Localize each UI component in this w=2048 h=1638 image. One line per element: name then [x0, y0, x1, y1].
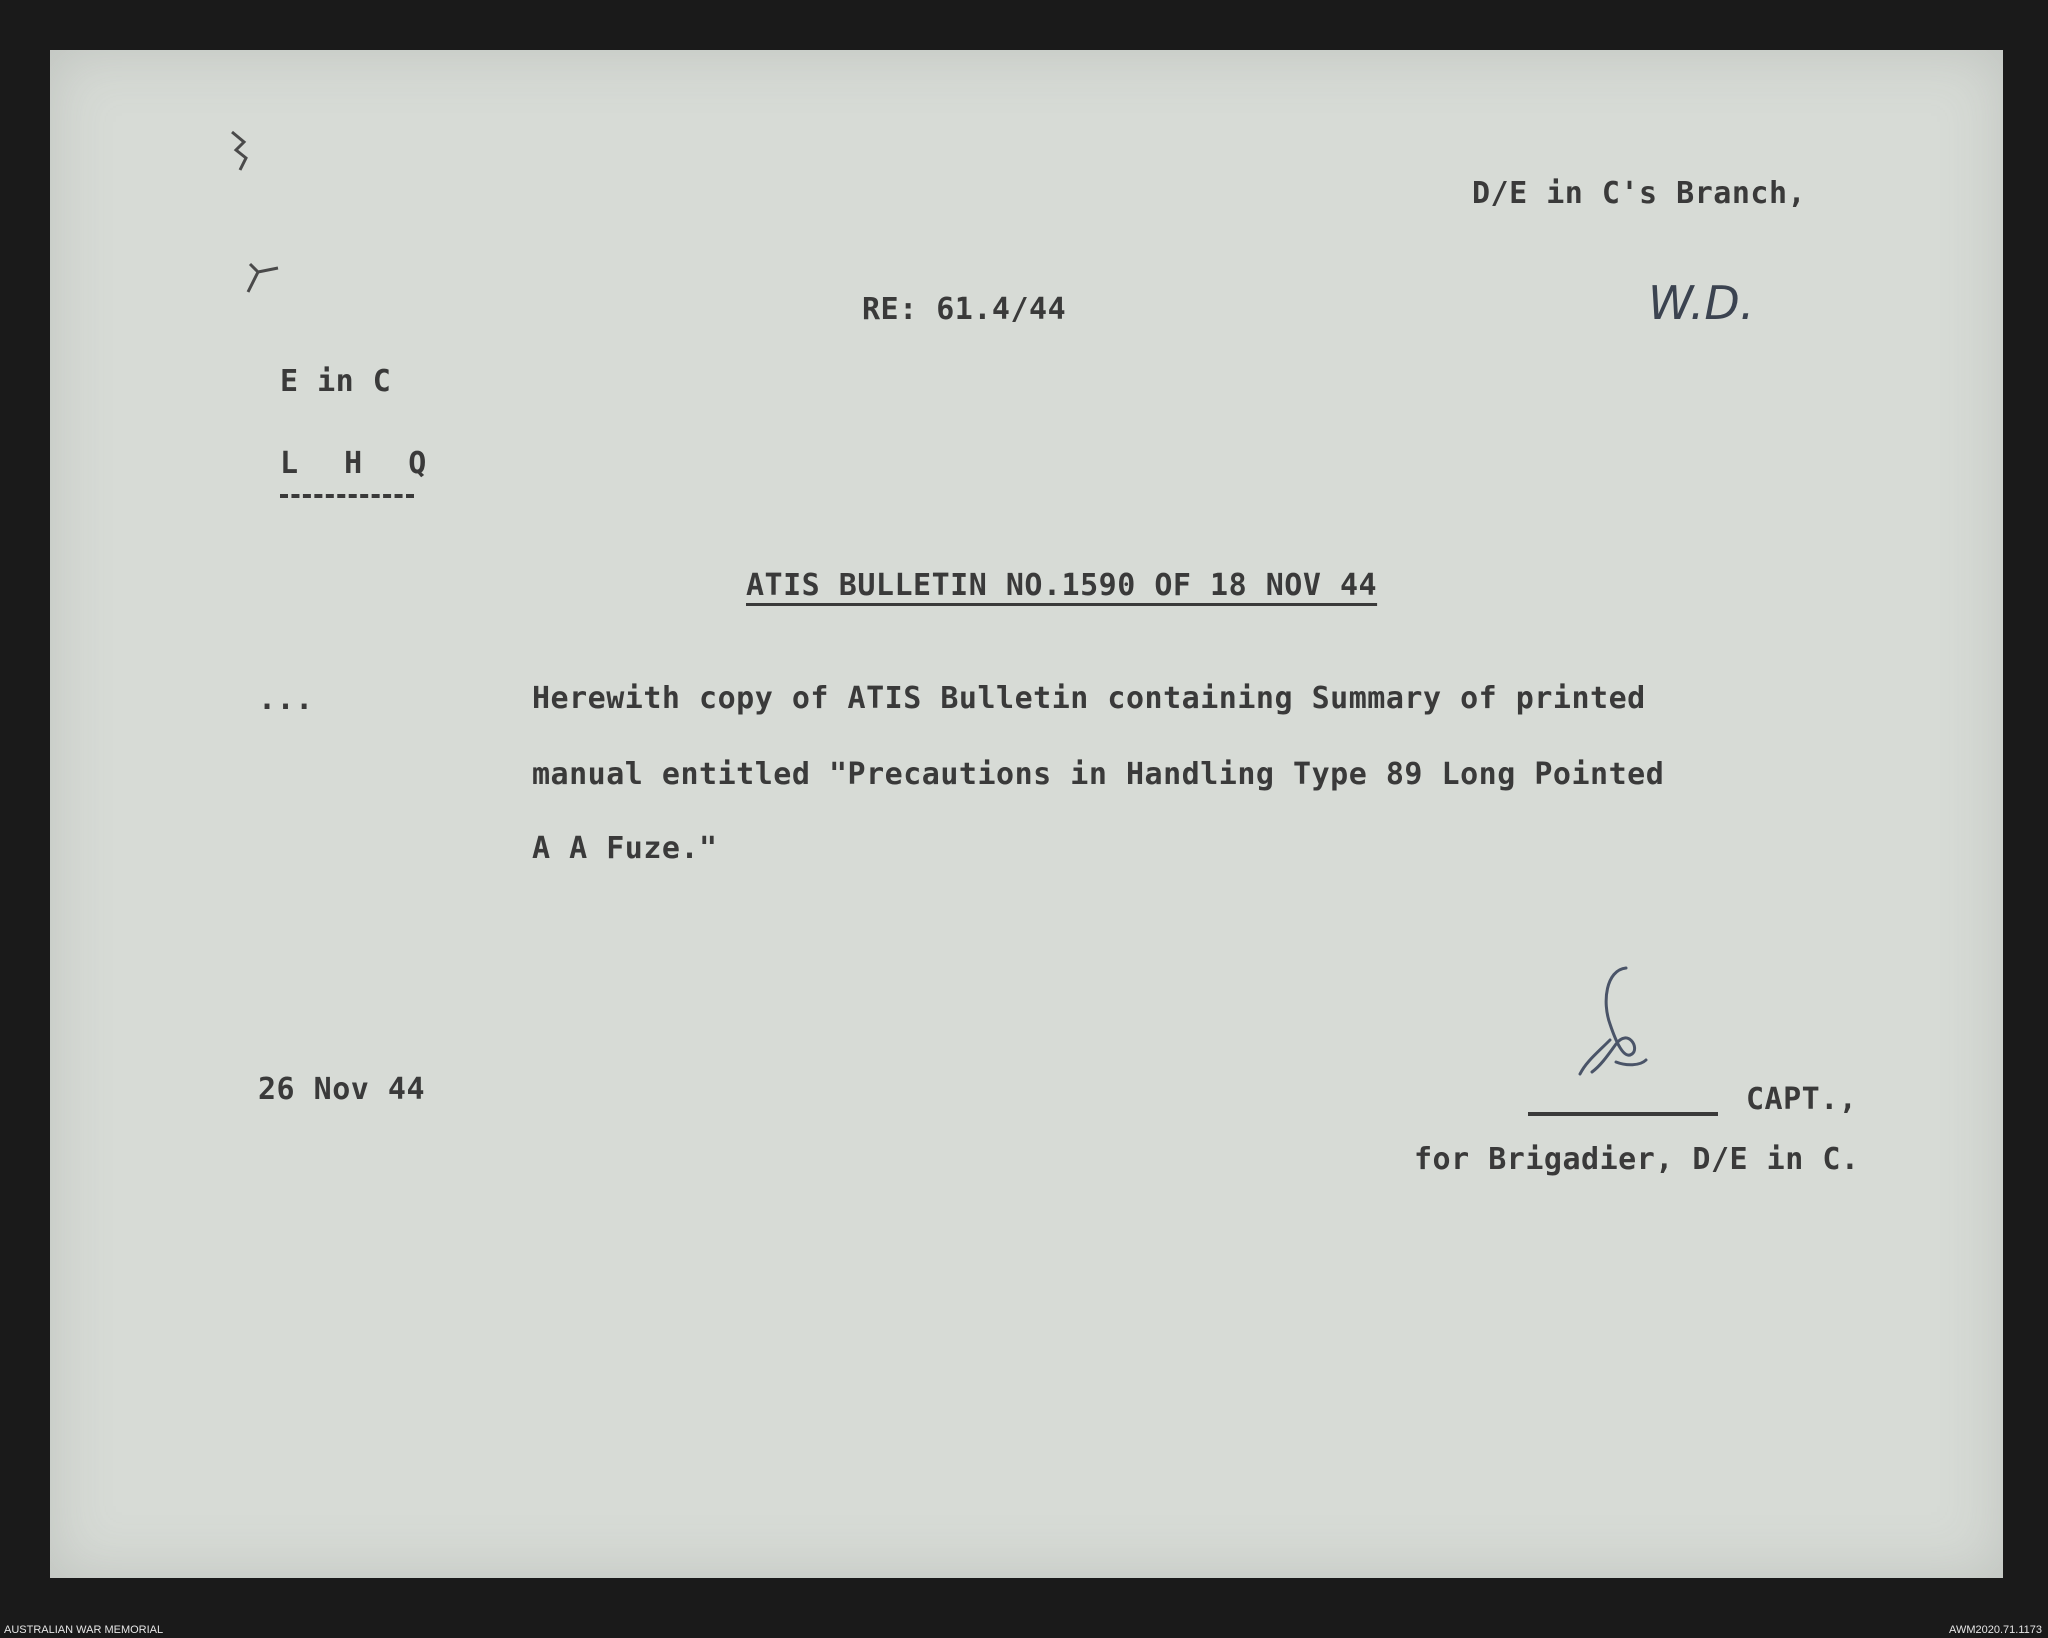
- addressee-line-1: E in C: [280, 364, 392, 399]
- body-marker: ...: [258, 682, 314, 717]
- addressee-underline: [280, 494, 414, 498]
- document-date: 26 Nov 44: [258, 1072, 426, 1107]
- signatory-for-line: for Brigadier, D/E in C.: [1414, 1142, 1860, 1177]
- signature-scribble: [1566, 962, 1676, 1092]
- handwritten-initials: W.D.: [1648, 276, 1755, 330]
- body-line-3: A A Fuze.": [532, 831, 718, 866]
- reference-number: RE: 61.4/44: [862, 292, 1067, 327]
- signature-line: [1528, 1112, 1718, 1116]
- staple-mark-bottom: [240, 258, 284, 298]
- staple-mark-top: [224, 128, 254, 174]
- bulletin-title: ATIS BULLETIN NO.1590 OF 18 NOV 44: [746, 568, 1378, 603]
- addressee-line-2: L H Q: [280, 446, 441, 481]
- body-line-2: manual entitled "Precautions in Handling Type 89 Long Pointed: [532, 757, 1665, 792]
- body-line-1: Herewith copy of ATIS Bulletin containing Summary of printed: [532, 681, 1646, 716]
- footer-source-label: AUSTRALIAN WAR MEMORIAL: [4, 1624, 164, 1636]
- footer-accession-number: AWM2020.71.1173: [1949, 1624, 2042, 1636]
- signatory-rank: CAPT.,: [1746, 1082, 1858, 1117]
- branch-heading: D/E in C's Branch,: [1472, 176, 1807, 211]
